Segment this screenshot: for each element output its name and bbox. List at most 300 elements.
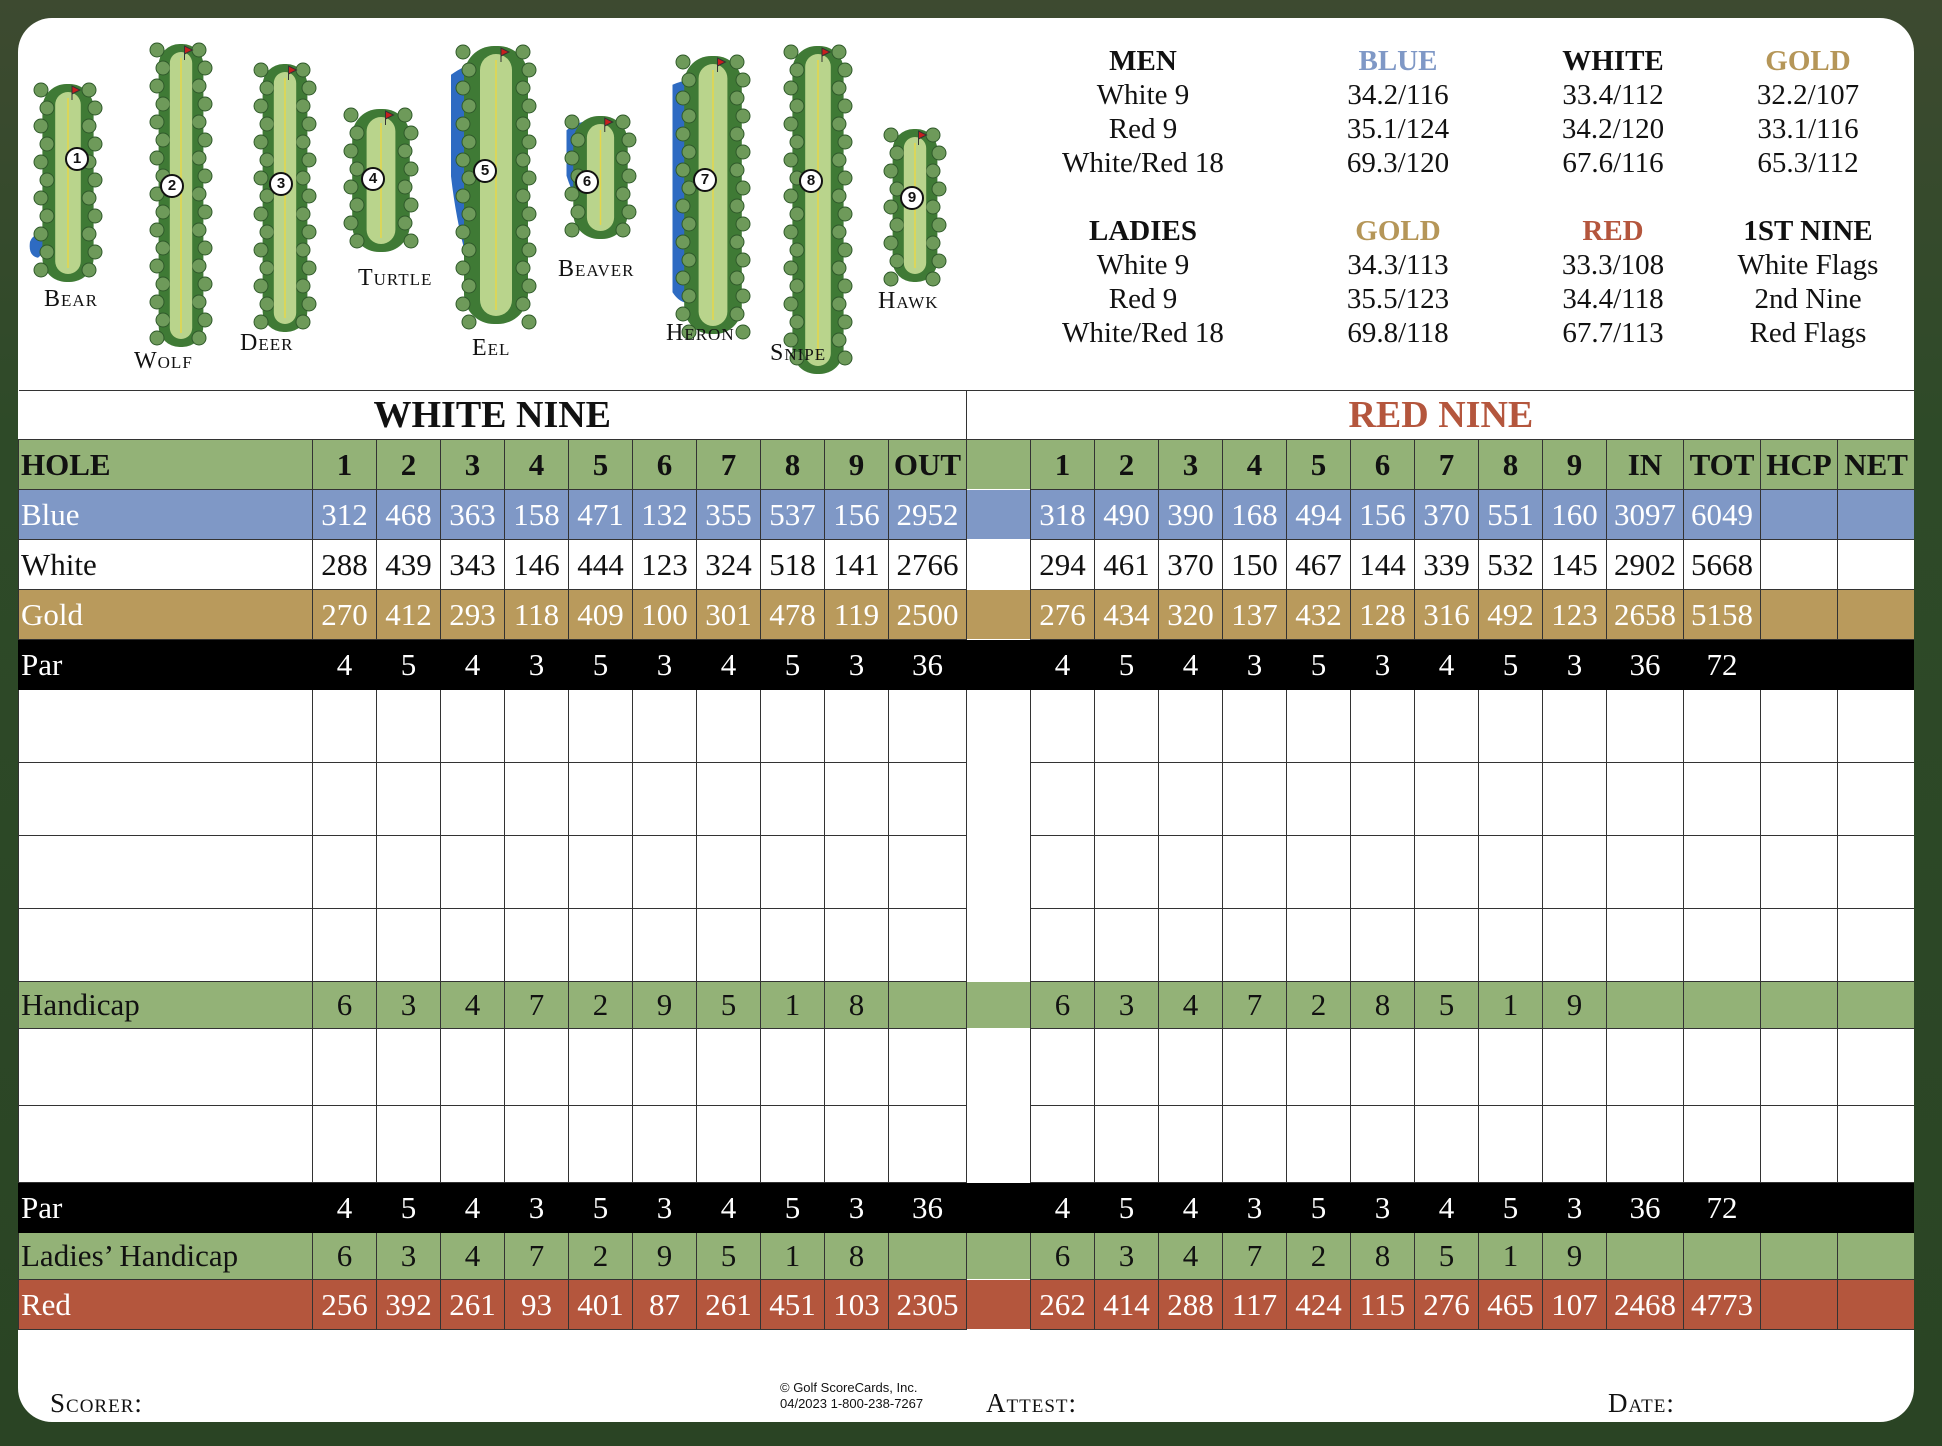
back-nine-cell: 434 xyxy=(1095,590,1159,640)
score-entry-row[interactable] xyxy=(19,763,1915,836)
men-label-white9: White 9 xyxy=(1096,79,1190,111)
score-entry-cell[interactable] xyxy=(313,1029,377,1106)
score-entry-cell[interactable] xyxy=(569,1106,633,1183)
front-nine-cell: 6 xyxy=(313,1233,377,1280)
score-entry-cell[interactable] xyxy=(441,1029,505,1106)
back-nine-cell: 3 xyxy=(1159,440,1223,490)
gap-cell xyxy=(967,490,1031,540)
score-entry-cell[interactable] xyxy=(1159,1029,1223,1106)
back-nine-cell: 5 xyxy=(1287,640,1351,690)
score-entry-cell[interactable] xyxy=(697,763,761,836)
score-entry-cell[interactable] xyxy=(697,1029,761,1106)
score-entry-cell[interactable] xyxy=(1351,836,1415,909)
back-nine-cell: 8 xyxy=(1479,440,1543,490)
score-entry-cell[interactable] xyxy=(1287,836,1351,909)
hole-diagram-2 xyxy=(146,38,216,353)
front-nine-cell: 1 xyxy=(761,1233,825,1280)
player-name-field[interactable] xyxy=(19,690,313,763)
back-nine-cell: 490 xyxy=(1095,490,1159,540)
out-cell: 2305 xyxy=(889,1280,967,1330)
score-entry-cell[interactable] xyxy=(313,763,377,836)
copyright-line: © Golf ScoreCards, Inc. xyxy=(780,1380,918,1395)
hole-diagram-3 xyxy=(250,58,320,338)
score-entry-cell[interactable] xyxy=(1761,836,1838,909)
score-entry-cell[interactable] xyxy=(825,836,889,909)
back-nine-cell: 7 xyxy=(1415,440,1479,490)
back-nine-cell: 461 xyxy=(1095,540,1159,590)
in-cell: 2468 xyxy=(1607,1280,1684,1330)
hole-name: Turtle xyxy=(358,265,433,291)
hcp-cell xyxy=(1761,590,1838,640)
back-nine-cell: 3 xyxy=(1223,640,1287,690)
front-nine-cell: 103 xyxy=(825,1280,889,1330)
front-nine-cell: 141 xyxy=(825,540,889,590)
hole-number-badge: 3 xyxy=(269,172,293,196)
back-nine-cell: 276 xyxy=(1415,1280,1479,1330)
score-entry-cell[interactable] xyxy=(569,763,633,836)
score-entry-cell[interactable] xyxy=(1351,763,1415,836)
score-entry-cell[interactable] xyxy=(825,1029,889,1106)
back-nine-cell: 9 xyxy=(1543,982,1607,1029)
score-entry-cell[interactable] xyxy=(377,1106,441,1183)
score-entry-cell[interactable] xyxy=(1287,1106,1351,1183)
score-entry-cell[interactable] xyxy=(1415,836,1479,909)
gap-cell xyxy=(967,540,1031,590)
row-label: Ladies’ Handicap xyxy=(19,1233,313,1280)
score-entry-cell[interactable] xyxy=(1761,763,1838,836)
hole-diagram-5 xyxy=(446,40,546,330)
score-entry-cell[interactable] xyxy=(1159,763,1223,836)
score-entry-cell[interactable] xyxy=(1607,1106,1684,1183)
score-entry-cell[interactable] xyxy=(633,909,697,982)
back-nine-cell: 115 xyxy=(1351,1280,1415,1330)
score-entry-cell[interactable] xyxy=(1479,909,1543,982)
score-entry-row[interactable] xyxy=(19,836,1915,909)
score-entry-cell[interactable] xyxy=(1095,1106,1159,1183)
score-entry-cell[interactable] xyxy=(1684,1106,1761,1183)
player-name-field[interactable] xyxy=(19,1106,313,1183)
score-entry-cell[interactable] xyxy=(761,836,825,909)
back-nine-cell: 494 xyxy=(1287,490,1351,540)
front-nine-cell: 270 xyxy=(313,590,377,640)
score-entry-cell[interactable] xyxy=(825,1106,889,1183)
score-entry-cell[interactable] xyxy=(1607,909,1684,982)
front-nine-cell: 439 xyxy=(377,540,441,590)
score-entry-cell[interactable] xyxy=(1607,1029,1684,1106)
hole-map-icon xyxy=(28,78,108,288)
net-cell xyxy=(1838,1233,1914,1280)
player-name-field[interactable] xyxy=(19,836,313,909)
score-entry-cell[interactable] xyxy=(1479,836,1543,909)
back-nine-cell: 370 xyxy=(1159,540,1223,590)
men-blue-ratings xyxy=(1298,44,1498,180)
score-entry-cell[interactable] xyxy=(1479,1029,1543,1106)
hole-map-icon xyxy=(250,58,320,338)
score-entry-cell[interactable] xyxy=(1031,763,1095,836)
net-cell xyxy=(1838,490,1914,540)
back-nine-cell: 465 xyxy=(1479,1280,1543,1330)
ladies-red-heading: RED xyxy=(1582,215,1644,247)
red-nine-title: RED NINE xyxy=(967,391,1914,440)
nine-note-line: 2nd Nine xyxy=(1754,283,1862,315)
score-entry-cell[interactable] xyxy=(569,909,633,982)
ladies-gold-value: 34.3/113 xyxy=(1347,249,1449,281)
score-entry-cell[interactable] xyxy=(1351,690,1415,763)
hole-name: Deer xyxy=(240,330,294,356)
back-nine-cell: 294 xyxy=(1031,540,1095,590)
copyright-notice xyxy=(780,1380,923,1412)
score-entry-cell[interactable] xyxy=(505,909,569,982)
hole-number-badge: 9 xyxy=(900,186,924,210)
front-nine-cell: 1 xyxy=(761,982,825,1029)
back-nine-cell: 8 xyxy=(1351,982,1415,1029)
white-nine-title: WHITE NINE xyxy=(19,391,967,440)
player-name-field[interactable] xyxy=(19,1029,313,1106)
front-nine-cell: 6 xyxy=(313,982,377,1029)
gap-cell xyxy=(967,640,1031,690)
score-entry-cell[interactable] xyxy=(313,1106,377,1183)
front-nine-cell: 87 xyxy=(633,1280,697,1330)
hole-number-badge: 2 xyxy=(160,174,184,198)
score-entry-cell[interactable] xyxy=(1159,690,1223,763)
score-entry-cell[interactable] xyxy=(1838,836,1914,909)
net-cell xyxy=(1838,982,1914,1029)
score-entry-cell[interactable] xyxy=(697,690,761,763)
score-entry-cell[interactable] xyxy=(761,1106,825,1183)
row-label: HOLE xyxy=(19,440,313,490)
score-entry-cell[interactable] xyxy=(441,909,505,982)
score-entry-cell[interactable] xyxy=(1095,836,1159,909)
score-entry-cell[interactable] xyxy=(1838,690,1914,763)
score-entry-cell[interactable] xyxy=(1415,909,1479,982)
front-nine-cell: 471 xyxy=(569,490,633,540)
front-nine-cell: 93 xyxy=(505,1280,569,1330)
men-white-value: 67.6/116 xyxy=(1562,147,1664,179)
front-nine-cell: 156 xyxy=(825,490,889,540)
front-nine-cell: 2 xyxy=(569,1233,633,1280)
score-entry-cell[interactable] xyxy=(377,909,441,982)
row-label: Gold xyxy=(19,590,313,640)
score-entry-cell[interactable] xyxy=(1095,909,1159,982)
men-gold-value: 32.2/107 xyxy=(1756,79,1860,111)
score-entry-cell[interactable] xyxy=(1287,909,1351,982)
score-entry-cell[interactable] xyxy=(377,836,441,909)
score-entry-cell[interactable] xyxy=(505,836,569,909)
score-entry-cell[interactable] xyxy=(1223,690,1287,763)
ladies-gold-heading: GOLD xyxy=(1355,215,1441,247)
front-nine-cell: 9 xyxy=(633,1233,697,1280)
score-entry-cell[interactable] xyxy=(1031,909,1095,982)
score-entry-cell[interactable] xyxy=(441,690,505,763)
ladies-label-white9: White 9 xyxy=(1096,249,1190,281)
score-entry-cell[interactable] xyxy=(761,909,825,982)
score-entry-cell[interactable] xyxy=(1838,909,1914,982)
score-entry-cell[interactable] xyxy=(1223,1106,1287,1183)
front-nine-cell: 4 xyxy=(441,1183,505,1233)
score-entry-cell[interactable] xyxy=(377,763,441,836)
back-nine-cell: 128 xyxy=(1351,590,1415,640)
back-nine-cell: 4 xyxy=(1159,640,1223,690)
gap-cell xyxy=(967,1280,1031,1330)
score-entry-cell[interactable] xyxy=(1607,763,1684,836)
player-name-field[interactable] xyxy=(19,909,313,982)
front-nine-cell: 401 xyxy=(569,1280,633,1330)
score-entry-cell[interactable] xyxy=(1159,1106,1223,1183)
score-entry-cell[interactable] xyxy=(1031,836,1095,909)
score-entry-cell[interactable] xyxy=(633,836,697,909)
score-entry-row[interactable] xyxy=(19,690,1915,763)
hole-diagram-1 xyxy=(28,78,108,288)
score-entry-cell[interactable] xyxy=(569,690,633,763)
back-nine-cell: 1 xyxy=(1479,1233,1543,1280)
hole-map-icon xyxy=(446,40,546,330)
back-nine-cell: 137 xyxy=(1223,590,1287,640)
front-nine-cell: 5 xyxy=(377,640,441,690)
total-cell xyxy=(1684,1233,1761,1280)
score-entry-cell[interactable] xyxy=(1543,1029,1607,1106)
hole-name: Beaver xyxy=(558,256,635,282)
in-cell: 2902 xyxy=(1607,540,1684,590)
hcp-cell xyxy=(1761,640,1838,690)
front-nine-cell: 256 xyxy=(313,1280,377,1330)
score-entry-cell[interactable] xyxy=(1761,909,1838,982)
score-entry-row[interactable] xyxy=(19,1029,1915,1106)
score-entry-cell[interactable] xyxy=(1223,909,1287,982)
hole-number-badge: 4 xyxy=(361,167,385,191)
score-entry-cell[interactable] xyxy=(1607,836,1684,909)
score-entry-cell[interactable] xyxy=(761,1029,825,1106)
back-nine-cell: 150 xyxy=(1223,540,1287,590)
score-entry-cell[interactable] xyxy=(1479,1106,1543,1183)
score-entry-cell[interactable] xyxy=(697,909,761,982)
score-entry-row[interactable] xyxy=(19,1106,1915,1183)
score-entry-cell[interactable] xyxy=(633,1106,697,1183)
gap-cell xyxy=(967,1029,1031,1106)
score-entry-cell[interactable] xyxy=(633,1029,697,1106)
score-entry-cell[interactable] xyxy=(441,1106,505,1183)
men-white-ratings xyxy=(1513,44,1713,180)
in-cell: IN xyxy=(1607,440,1684,490)
front-nine-cell: 478 xyxy=(761,590,825,640)
hole-name: Hawk xyxy=(878,288,939,314)
back-nine-cell: 5 xyxy=(1287,440,1351,490)
in-cell: 36 xyxy=(1607,1183,1684,1233)
out-cell: OUT xyxy=(889,440,967,490)
back-nine-cell: 144 xyxy=(1351,540,1415,590)
score-entry-cell[interactable] xyxy=(889,836,967,909)
back-nine-cell: 492 xyxy=(1479,590,1543,640)
hcp-cell xyxy=(1761,1280,1838,1330)
score-entry-cell[interactable] xyxy=(1095,763,1159,836)
front-nine-cell: 4 xyxy=(441,640,505,690)
score-entry-cell[interactable] xyxy=(1287,763,1351,836)
back-nine-cell: 2 xyxy=(1287,982,1351,1029)
score-entry-cell[interactable] xyxy=(1684,836,1761,909)
front-nine-cell: 537 xyxy=(761,490,825,540)
score-entry-cell[interactable] xyxy=(1159,836,1223,909)
score-entry-cell[interactable] xyxy=(1223,836,1287,909)
front-nine-cell: 3 xyxy=(377,1233,441,1280)
front-nine-cell: 468 xyxy=(377,490,441,540)
score-entry-cell[interactable] xyxy=(1607,690,1684,763)
back-nine-cell: 6 xyxy=(1031,1233,1095,1280)
score-entry-cell[interactable] xyxy=(569,1029,633,1106)
hole-name: Snipe xyxy=(770,340,827,366)
men-label-18: White/Red 18 xyxy=(1062,147,1224,179)
score-entry-cell[interactable] xyxy=(1761,690,1838,763)
in-cell xyxy=(1607,1233,1684,1280)
score-entry-cell[interactable] xyxy=(889,763,967,836)
total-cell xyxy=(1684,982,1761,1029)
score-entry-cell[interactable] xyxy=(1479,690,1543,763)
front-nine-cell: 3 xyxy=(825,640,889,690)
score-entry-cell[interactable] xyxy=(1415,1106,1479,1183)
score-entry-cell[interactable] xyxy=(1415,690,1479,763)
back-nine-cell: 7 xyxy=(1223,982,1287,1029)
score-entry-cell[interactable] xyxy=(889,1029,967,1106)
back-nine-cell: 5 xyxy=(1287,1183,1351,1233)
score-entry-cell[interactable] xyxy=(1351,1106,1415,1183)
net-cell xyxy=(1838,640,1914,690)
score-entry-cell[interactable] xyxy=(1838,1106,1914,1183)
back-nine-cell: 6 xyxy=(1351,440,1415,490)
total-cell: 72 xyxy=(1684,1183,1761,1233)
score-entry-cell[interactable] xyxy=(505,1106,569,1183)
score-entry-cell[interactable] xyxy=(1684,763,1761,836)
score-entry-cell[interactable] xyxy=(889,909,967,982)
score-entry-cell[interactable] xyxy=(889,690,967,763)
back-nine-cell: 1 xyxy=(1479,982,1543,1029)
score-entry-cell[interactable] xyxy=(825,909,889,982)
score-entry-cell[interactable] xyxy=(1479,763,1543,836)
score-entry-cell[interactable] xyxy=(1838,763,1914,836)
out-cell xyxy=(889,1233,967,1280)
back-nine-cell: 145 xyxy=(1543,540,1607,590)
back-nine-cell: 288 xyxy=(1159,1280,1223,1330)
score-entry-cell[interactable] xyxy=(1287,1029,1351,1106)
row-label: Red xyxy=(19,1280,313,1330)
player-name-field[interactable] xyxy=(19,763,313,836)
hole-number-badge: 6 xyxy=(575,170,599,194)
score-entry-cell[interactable] xyxy=(1543,763,1607,836)
score-entry-cell[interactable] xyxy=(1684,1029,1761,1106)
score-entry-cell[interactable] xyxy=(1684,690,1761,763)
score-entry-cell[interactable] xyxy=(761,690,825,763)
score-entry-cell[interactable] xyxy=(505,763,569,836)
back-nine-cell: 276 xyxy=(1031,590,1095,640)
front-nine-cell: 5 xyxy=(697,1233,761,1280)
front-nine-cell: 7 xyxy=(505,982,569,1029)
score-entry-cell[interactable] xyxy=(569,836,633,909)
gap-cell xyxy=(967,690,1031,763)
score-entry-cell[interactable] xyxy=(1684,909,1761,982)
score-entry-cell[interactable] xyxy=(313,909,377,982)
score-entry-cell[interactable] xyxy=(825,690,889,763)
score-entry-cell[interactable] xyxy=(1351,1029,1415,1106)
score-entry-cell[interactable] xyxy=(1223,763,1287,836)
front-nine-cell: 3 xyxy=(377,982,441,1029)
score-entry-cell[interactable] xyxy=(313,836,377,909)
men-blue-value: 35.1/124 xyxy=(1346,113,1450,145)
front-nine-cell: 4 xyxy=(313,1183,377,1233)
score-entry-cell[interactable] xyxy=(1415,1029,1479,1106)
score-entry-cell[interactable] xyxy=(1031,690,1095,763)
out-cell: 2766 xyxy=(889,540,967,590)
score-entry-row[interactable] xyxy=(19,909,1915,982)
hcp-cell: HCP xyxy=(1761,440,1838,490)
score-entry-cell[interactable] xyxy=(697,1106,761,1183)
hcp-cell xyxy=(1761,982,1838,1029)
score-entry-cell[interactable] xyxy=(889,1106,967,1183)
score-entry-cell[interactable] xyxy=(825,763,889,836)
score-entry-cell[interactable] xyxy=(1543,909,1607,982)
back-nine-cell: 532 xyxy=(1479,540,1543,590)
score-entry-cell[interactable] xyxy=(441,836,505,909)
par-row xyxy=(19,640,1915,690)
men-heading: MEN xyxy=(1109,45,1177,77)
out-cell xyxy=(889,982,967,1029)
front-nine-cell: 100 xyxy=(633,590,697,640)
score-entry-cell[interactable] xyxy=(1095,1029,1159,1106)
score-entry-cell[interactable] xyxy=(1159,909,1223,982)
score-entry-cell[interactable] xyxy=(1838,1029,1914,1106)
score-entry-cell[interactable] xyxy=(313,690,377,763)
score-entry-cell[interactable] xyxy=(377,690,441,763)
front-nine-cell: 451 xyxy=(761,1280,825,1330)
hole-name: Wolf xyxy=(134,348,193,374)
score-entry-cell[interactable] xyxy=(697,836,761,909)
back-nine-cell: 5 xyxy=(1479,640,1543,690)
in-cell: 3097 xyxy=(1607,490,1684,540)
score-entry-cell[interactable] xyxy=(1761,1106,1838,1183)
ladies-gold-value: 35.5/123 xyxy=(1346,283,1450,315)
back-nine-cell: 339 xyxy=(1415,540,1479,590)
score-entry-cell[interactable] xyxy=(1415,763,1479,836)
score-entry-cell[interactable] xyxy=(505,690,569,763)
back-nine-cell: 5 xyxy=(1479,1183,1543,1233)
score-entry-cell[interactable] xyxy=(1543,1106,1607,1183)
score-entry-cell[interactable] xyxy=(633,690,697,763)
score-entry-cell[interactable] xyxy=(1543,836,1607,909)
front-nine-cell: 293 xyxy=(441,590,505,640)
net-cell xyxy=(1838,540,1914,590)
back-nine-cell: 262 xyxy=(1031,1280,1095,1330)
score-entry-cell[interactable] xyxy=(1287,690,1351,763)
score-entry-cell[interactable] xyxy=(505,1029,569,1106)
white-tee-row xyxy=(19,540,1915,590)
score-entry-cell[interactable] xyxy=(377,1029,441,1106)
score-entry-cell[interactable] xyxy=(633,763,697,836)
score-entry-cell[interactable] xyxy=(441,763,505,836)
front-nine-cell: 409 xyxy=(569,590,633,640)
score-entry-cell[interactable] xyxy=(1031,1029,1095,1106)
front-nine-cell: 444 xyxy=(569,540,633,590)
hole-name: Eel xyxy=(472,335,511,361)
score-entry-cell[interactable] xyxy=(1095,690,1159,763)
hcp-cell xyxy=(1761,1183,1838,1233)
front-nine-cell: 261 xyxy=(697,1280,761,1330)
first-nine-heading: 1ST NINE xyxy=(1743,215,1873,247)
back-nine-cell: 9 xyxy=(1543,440,1607,490)
score-entry-cell[interactable] xyxy=(1351,909,1415,982)
score-entry-cell[interactable] xyxy=(1761,1029,1838,1106)
score-entry-cell[interactable] xyxy=(1543,690,1607,763)
score-entry-cell[interactable] xyxy=(761,763,825,836)
back-nine-cell: 168 xyxy=(1223,490,1287,540)
row-label: Par xyxy=(19,640,313,690)
score-entry-cell[interactable] xyxy=(1031,1106,1095,1183)
score-entry-cell[interactable] xyxy=(1223,1029,1287,1106)
